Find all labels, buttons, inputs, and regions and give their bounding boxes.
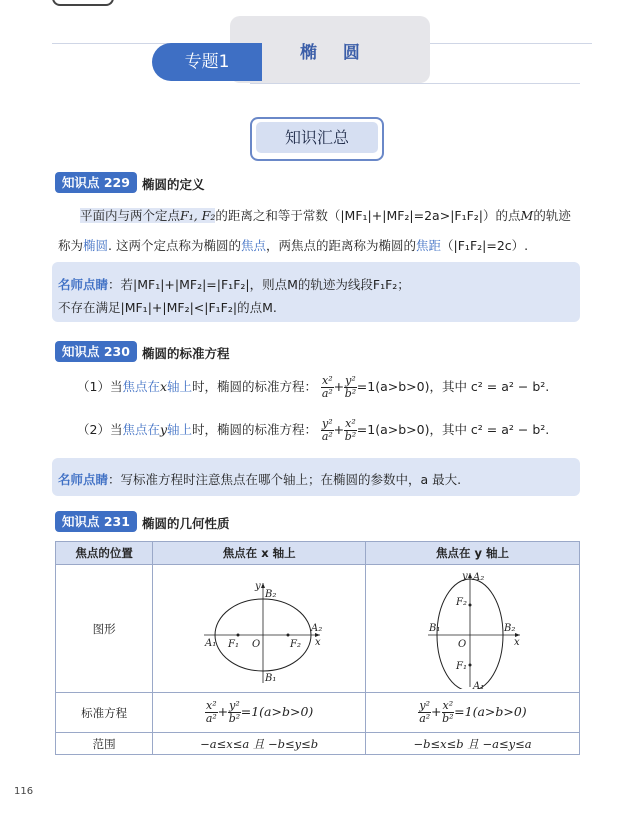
range-y-cell: −b≤x≤b 且 −a≤y≤a	[366, 733, 580, 755]
kp230-item1: （1）当焦点在x轴上时，椭圆的标准方程： $\frac{\text{x²}}{\text{a²}}$ + $\frac{\text{y²}}{\text{b²}}$ =1(a>b>0)，其中 c² = a² − b².	[77, 374, 550, 400]
kp231-title: 椭圆的几何性质	[142, 516, 230, 531]
row-range-label: 范围	[56, 733, 153, 755]
chapter-title: 椭 圆	[300, 43, 370, 63]
kp229-tip-line1: 名师点睛：若|MF₁|+|MF₂|=|F₁F₂|，则点M的轨迹为线段F₁F₂；	[58, 277, 410, 292]
kp229-line1: 平面内与两个定点F₁, F₂的距离之和等于常数（|MF₁|+|MF₂|=2a>|F₁F₂|）的点M的轨迹	[80, 208, 571, 223]
eq-x-cell: $\frac{\text{x²}}{\text{a²}}$ + $\frac{\text{y²}}{\text{b²}}$ =1(a>b>0)	[153, 693, 366, 733]
header-line-lower	[250, 83, 580, 84]
kp229-title: 椭圆的定义	[142, 177, 205, 192]
label-O: O	[457, 639, 466, 650]
top-tab-decoration	[52, 0, 114, 6]
kp230-label: 知识点 230	[55, 341, 137, 362]
topic-label: 专题1	[152, 43, 262, 81]
row-graph-label: 图形	[56, 565, 153, 693]
label-A2: A₂	[472, 572, 484, 583]
graph-cell-y	[366, 565, 580, 693]
label-F1: F₁	[455, 661, 467, 672]
frac-x2-b2: $\frac{\text{x²}}{\text{b²}}$	[344, 417, 357, 443]
label-A1: A₁	[205, 638, 217, 649]
summary-title: 知识汇总	[256, 122, 378, 153]
label-A1: A₁	[472, 681, 484, 689]
label-O: O	[252, 639, 261, 650]
graph-cell-x	[153, 565, 366, 693]
label-B2: B₂	[265, 589, 277, 600]
row-eq-label: 标准方程	[56, 693, 153, 733]
label-B1: B₁	[428, 623, 440, 634]
properties-table	[55, 541, 580, 755]
label-A2: A₂	[311, 623, 323, 634]
header-focus-x: 焦点在 x 轴上	[153, 542, 366, 565]
eq-y-cell: $\frac{\text{y²}}{\text{a²}}$ + $\frac{\text{x²}}{\text{b²}}$ =1(a>b>0)	[366, 693, 580, 733]
kp230-item2: （2）当焦点在y轴上时，椭圆的标准方程： $\frac{\text{y²}}{\text{a²}}$ + $\frac{\text{x²}}{\text{b²}}$ =1(a>b>0)，其中 c² = a² − b².	[77, 417, 550, 443]
label-x: x	[513, 637, 520, 648]
kp230-title: 椭圆的标准方程	[142, 346, 230, 361]
label-B2: B₂	[503, 623, 515, 634]
header-focus-position: 焦点的位置	[56, 542, 153, 565]
kp230-tip: 名师点睛：写标准方程时注意焦点在哪个轴上；在椭圆的参数中，a 最大.	[58, 472, 462, 487]
header-focus-y: 焦点在 y 轴上	[366, 542, 580, 565]
range-x-cell: −a≤x≤a 且 −b≤y≤b	[153, 733, 366, 755]
label-F1: F₁	[228, 639, 240, 650]
frac-y2-b2: $\frac{\text{y²}}{\text{b²}}$	[344, 374, 357, 400]
label-F2: F₂	[290, 639, 302, 650]
frac-y2-a2: $\frac{\text{y²}}{\text{a²}}$	[321, 417, 333, 443]
frac-x2-a2: $\frac{\text{x²}}{\text{a²}}$	[321, 374, 333, 400]
ellipse-x-figure	[154, 565, 364, 689]
label-B1: B₁	[265, 673, 277, 684]
label-F2: F₂	[455, 597, 467, 608]
label-y: y	[461, 571, 468, 582]
page-number: 116	[14, 786, 34, 797]
kp229-tip-line2: 不存在满足|MF₁|+|MF₂|<|F₁F₂|的点M.	[58, 300, 277, 315]
label-x: x	[315, 637, 321, 648]
kp229-line2: 称为椭圆. 这两个定点称为椭圆的焦点，两焦点的距离称为椭圆的焦距（|F₁F₂|=2c）.	[58, 238, 529, 253]
label-y: y	[255, 581, 261, 592]
kp231-label: 知识点 231	[55, 511, 137, 532]
ellipse-y-figure	[368, 565, 578, 689]
kp229-label: 知识点 229	[55, 172, 137, 193]
